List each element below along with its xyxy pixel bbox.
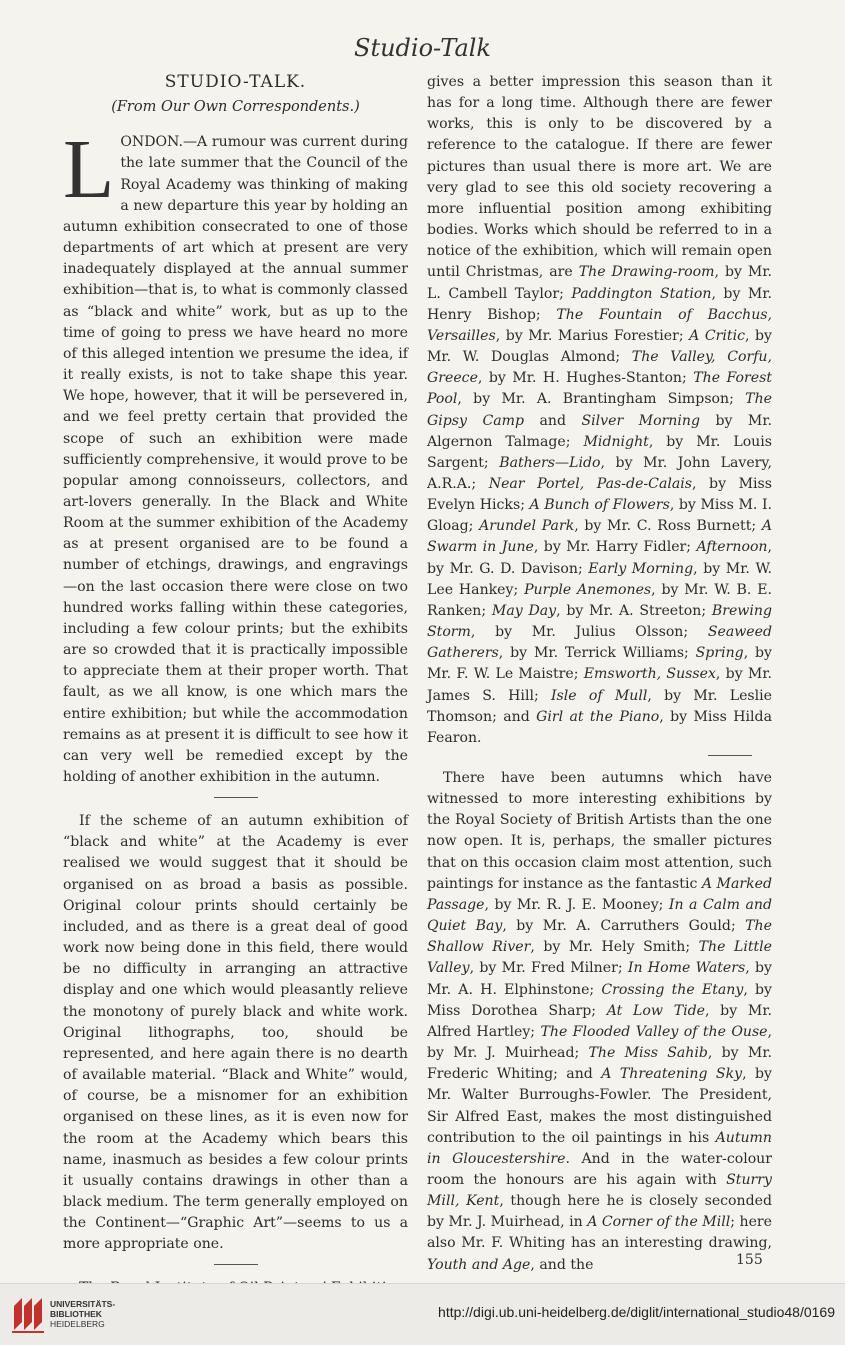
text-span: ; here also Mr. F. Whiting has an interesting drawing, [427, 1214, 772, 1252]
artwork-title: Spring [695, 645, 744, 662]
artwork-title: The Fountain of Bacchus, Versailles [427, 306, 772, 344]
text-span: , by Mr. Walter Burroughs-Fowler. The President, Sir Alfred East, makes the most distinguished contribution to the oil paintings in his [427, 1066, 772, 1146]
artwork-title: Afternoon [696, 539, 768, 556]
text-span: There have been autumns which have witnessed to more interesting exhibitions by the Royal Society of British Artists than the one now open. It is, perhaps, the smaller pictures that on this occasion claim most attention, such paintings for instance as the fantastic [427, 770, 772, 892]
artwork-title: The Valley, Corfu, Greece [427, 349, 772, 387]
artwork-title: Isle of Mull [550, 687, 648, 704]
section-divider [214, 797, 258, 798]
artwork-title: Crossing the Etany [601, 981, 744, 998]
drop-cap: L [63, 123, 115, 217]
artwork-title: Early Morning [588, 560, 694, 577]
text-span: , by Mr. Alfred Hartley; [427, 1002, 772, 1040]
artwork-title: In Home Waters [627, 960, 746, 977]
text-span: , by Miss M. I. Gloag; [427, 497, 772, 535]
text-span: , by Mr. A. Brantingham Simpson; [457, 391, 746, 408]
page-number: 155 [736, 1252, 763, 1268]
text-span: , by Mr. W. Lee Hankey; [427, 560, 772, 598]
text-span: , by Mr. J. Muirhead; [427, 1023, 773, 1062]
artwork-title: Arundel Park [479, 518, 575, 535]
section-divider [214, 1264, 258, 1265]
text-span: , by Mr. A. Carruthers Gould; [502, 918, 746, 935]
artwork-title: The Gipsy Camp [427, 391, 772, 429]
artwork-title: Purple Anemones [524, 581, 652, 598]
library-name-line: UNIVERSITÄTS- [50, 1299, 116, 1309]
text-span: , by Mr. Hely Smith; [530, 939, 699, 956]
artwork-title: A Bunch of Flowers [529, 497, 670, 514]
artwork-title: Seaweed Gatherers [427, 624, 772, 662]
artwork-title: Emsworth, Sussex [583, 666, 716, 683]
section-title: STUDIO-TALK. [164, 72, 307, 92]
artwork-title: The Shallow River [427, 918, 772, 956]
paragraph-oil-painters [427, 72, 772, 749]
text-span: , by Mr. Marius Forestier; [495, 327, 690, 344]
text-span: , by Mr. G. D. Davison; [427, 539, 772, 577]
text-span: , by Mr. Harry Fidler; [533, 539, 697, 556]
artwork-title: Midnight [583, 433, 649, 450]
artwork-title: The Miss Sahib [588, 1045, 708, 1062]
text-span: , by Miss Evelyn Hicks; [427, 475, 773, 514]
artwork-title: The Forest Pool [427, 370, 772, 408]
text-span: , by Mr. Leslie Thomson; and [427, 687, 773, 725]
artwork-title: At Low Tide [606, 1002, 705, 1019]
artwork-title: Silver Morning [581, 412, 700, 429]
text-span: by Mr. Algernon Talmage; [427, 412, 772, 450]
paragraph-british-artists [427, 768, 772, 1276]
library-logo-icon [10, 1294, 46, 1334]
library-name-line: HEIDELBERG [50, 1319, 105, 1329]
text-span: and [524, 412, 582, 429]
source-url-link[interactable]: http://digi.ub.uni-heidelberg.de/diglit/international_studio48/0169 [438, 1304, 835, 1320]
text-span: , by Mr. C. Ross Burnett; [574, 518, 762, 535]
artwork-title: In a Calm and Quiet Bay [427, 896, 773, 935]
section-subtitle: (From Our Own Correspondents.) [111, 99, 360, 116]
artwork-title: A Marked Passage [427, 875, 772, 913]
artwork-title: Youth and Age [427, 1256, 531, 1273]
artwork-title: A Threatening Sky [601, 1066, 743, 1083]
artwork-title: Sturry Mill, Kent [427, 1171, 772, 1210]
text-span: , by Mr. R. J. E. Mooney; [484, 896, 669, 913]
artwork-title: Autumn in Gloucestershire [427, 1129, 772, 1167]
artwork-title: Near Portel, Pas-de-Calais [488, 475, 693, 492]
digitization-footer [0, 1283, 845, 1345]
text-span: , by Mr. Fred Milner; [469, 960, 628, 977]
text-span: , by Mr. John Lavery, A.R.A.; [427, 454, 772, 492]
text-span: , by Mr. F. W. Le Maistre; [427, 645, 772, 683]
library-name-line: BIBLIOTHEK [50, 1309, 102, 1319]
artwork-title: A Swarm in June [427, 518, 772, 556]
text-span: , and the [530, 1256, 594, 1273]
text-span: , by Mr. W. Douglas Almond; [427, 327, 772, 366]
paragraph-autumn-scheme: If the scheme of an autumn exhibition of “black and white” at the Academy is ever realised we would suggest that it should be organised on as broad a basis as possible. Original colour prints should certainly be included, and as there is a great deal of good work now being done in this field, there would be no difficulty in arranging an attractive display and one which would pleasantly relieve the monotony of purely black and white work. Original lithographs, too, should be represented, and here again there is no dearth of available material. “Black and White” would, of course, be a misnomer for an exhibition organised on these lines, as it is even now for the room at the Academy which bears this name, inasmuch as besides a few colour prints it usually contains drawings in other than a black medium. The term generally employed on the Continent—“Graphic Art”—seems to us a more appropriate one. [63, 813, 408, 1253]
left-column [63, 72, 408, 1300]
text-span: , by Mr. Terrick Williams; [498, 645, 696, 662]
text-span: gives a better impression this season than it has for a long time. Although there are fewer works, this is only to be discovered by a reference to the catalogue. If there are fewer pictures than usual there is more art. We are very glad to see this old society recovering a more influential position among exhibiting bodies. Works which should be referred to in a notice of the exhibition, which will remain open until Christmas, are [427, 74, 772, 281]
text-span: , by Mr. L. Cambell Taylor; [427, 264, 773, 302]
artwork-title: Brewing Storm [427, 602, 772, 641]
paragraph-london-text: ONDON.—A rumour was current during the late summer that the Council of the Royal Academy was thinking of making a new departure this year by holding an autumn exhibition consecrated to one of those departments of art which at present are very inadequately displayed at the annual summer exhibition—that is, to what is commonly classed as “black and white” work, but as up to the time of going to press we have heard no more of this alleged intention we presume the idea, if it really exists, is not to take shape this year. We hope, however, that it will be persevered in, and we feel pretty certain that provided the scope of such an exhibition were made sufficiently comprehensive, it would prove to be popular among connoisseurs, collectors, and art-lovers generally. In the Black and White Room at the summer exhibition of the Academy as at present organised are to be found a number of etchings, drawings, and engravings—on the last occasion there were close on two hundred works falling within these categories, including a few colour prints; but the exhibits are so crowded that it is practically impossible to appreciate them at their proper worth. That fault, as we all know, is one which mars the entire exhibition; but while the accommodation remains as at present it is difficult to see how it can very well be remedied except by the holding of another exhibition in the autumn. [63, 134, 408, 785]
text-span: , by Mr. James S. Hill; [427, 666, 773, 704]
running-head: Studio-Talk [354, 34, 491, 62]
artwork-title: The Drawing-room [578, 264, 715, 281]
paragraph-london [63, 123, 408, 788]
artwork-title: The Little Valley [427, 939, 772, 977]
text-span: , though here he is closely seconded by Mr. J. Muirhead, in [427, 1193, 772, 1231]
artwork-title: Paddington Station [571, 285, 712, 302]
text-span: , by Mr. Henry Bishop; [427, 285, 772, 323]
text-span: , by Mr. Julius Olsson; [470, 624, 708, 641]
artwork-title: The Flooded Valley of the Ouse [540, 1023, 768, 1040]
artwork-title: A Critic [689, 327, 745, 344]
text-span: , by Mr. Louis Sargent; [427, 433, 772, 471]
text-span: , by Mr. H. Hughes-Stanton; [477, 370, 694, 387]
text-span: , by Mr. W. B. E. Ranken; [427, 581, 772, 619]
text-span: , by Mr. Frederic Whiting; and [427, 1045, 772, 1083]
text-span: , by Mr. A. H. Elphinstone; [427, 960, 772, 998]
artwork-title: May Day [491, 602, 557, 619]
text-span: , by Miss Dorothea Sharp; [427, 981, 772, 1019]
text-span: , by Miss Hilda Fearon. [427, 708, 772, 746]
artwork-title: Girl at the Piano [536, 708, 660, 725]
text-span: . And in the water-colour room the honours are his again with [427, 1150, 772, 1188]
library-name [50, 1299, 115, 1329]
text-span: , by Mr. A. Streeton; [556, 602, 712, 619]
section-divider [708, 755, 752, 756]
artwork-title: A Corner of the Mill [587, 1214, 731, 1231]
right-column [427, 72, 772, 1276]
artwork-title: Bathers—Lido [499, 454, 601, 471]
